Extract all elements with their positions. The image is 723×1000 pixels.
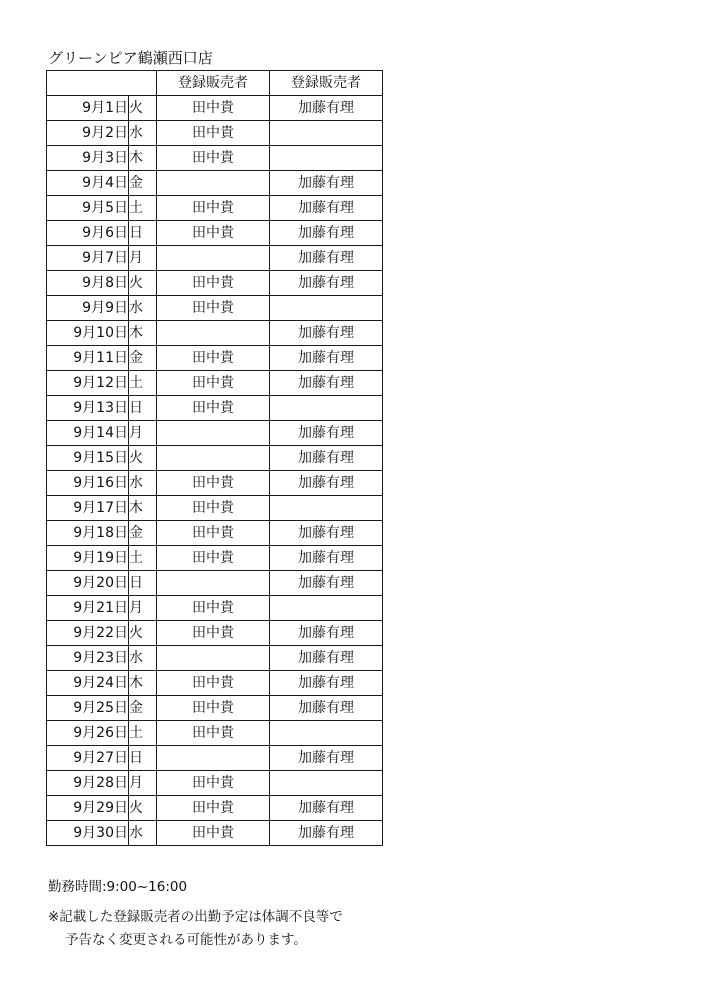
staff2-cell: 加藤有理 xyxy=(270,621,383,646)
date-cell: 9月8日 xyxy=(47,271,129,296)
weekday-cell: 日 xyxy=(129,221,157,246)
date-cell: 9月2日 xyxy=(47,121,129,146)
table-row xyxy=(47,296,383,321)
weekday-cell: 水 xyxy=(129,646,157,671)
staff1-cell: 田中貴 xyxy=(157,296,270,321)
weekday-cell: 日 xyxy=(129,571,157,596)
table-row xyxy=(47,371,383,396)
staff1-cell: 田中貴 xyxy=(157,621,270,646)
weekday-cell: 木 xyxy=(129,146,157,171)
staff2-cell xyxy=(270,771,383,796)
staff1-cell: 田中貴 xyxy=(157,196,270,221)
weekday-cell: 水 xyxy=(129,821,157,846)
header-staff1-cell: 登録販売者 xyxy=(157,71,270,96)
staff1-cell: 田中貴 xyxy=(157,596,270,621)
staff1-cell: 田中貴 xyxy=(157,271,270,296)
table-row xyxy=(47,646,383,671)
staff2-cell: 加藤有理 xyxy=(270,821,383,846)
staff1-cell: 田中貴 xyxy=(157,696,270,721)
staff2-cell: 加藤有理 xyxy=(270,571,383,596)
staff2-cell xyxy=(270,721,383,746)
staff1-cell: 田中貴 xyxy=(157,521,270,546)
staff1-cell: 田中貴 xyxy=(157,546,270,571)
staff2-cell: 加藤有理 xyxy=(270,746,383,771)
staff1-cell: 田中貴 xyxy=(157,371,270,396)
table-row xyxy=(47,621,383,646)
date-cell: 9月7日 xyxy=(47,246,129,271)
staff2-cell: 加藤有理 xyxy=(270,246,383,271)
weekday-cell: 土 xyxy=(129,196,157,221)
staff2-cell: 加藤有理 xyxy=(270,196,383,221)
staff1-cell xyxy=(157,646,270,671)
table-row xyxy=(47,346,383,371)
weekday-cell: 火 xyxy=(129,271,157,296)
table-row xyxy=(47,321,383,346)
weekday-cell: 土 xyxy=(129,371,157,396)
staff2-cell: 加藤有理 xyxy=(270,671,383,696)
table-row xyxy=(47,96,383,121)
staff1-cell xyxy=(157,171,270,196)
staff2-cell: 加藤有理 xyxy=(270,546,383,571)
date-cell: 9月17日 xyxy=(47,496,129,521)
staff1-cell xyxy=(157,321,270,346)
weekday-cell: 日 xyxy=(129,746,157,771)
date-cell: 9月28日 xyxy=(47,771,129,796)
date-cell: 9月25日 xyxy=(47,696,129,721)
weekday-cell: 月 xyxy=(129,596,157,621)
staff2-cell: 加藤有理 xyxy=(270,646,383,671)
weekday-cell: 火 xyxy=(129,96,157,121)
staff2-cell: 加藤有理 xyxy=(270,421,383,446)
weekday-cell: 金 xyxy=(129,171,157,196)
table-row xyxy=(47,221,383,246)
table-row xyxy=(47,721,383,746)
date-cell: 9月14日 xyxy=(47,421,129,446)
date-cell: 9月10日 xyxy=(47,321,129,346)
staff2-cell xyxy=(270,596,383,621)
staff1-cell xyxy=(157,421,270,446)
weekday-cell: 金 xyxy=(129,696,157,721)
weekday-cell: 火 xyxy=(129,621,157,646)
table-row xyxy=(47,671,383,696)
table-row xyxy=(47,596,383,621)
date-cell: 9月22日 xyxy=(47,621,129,646)
date-cell: 9月4日 xyxy=(47,171,129,196)
staff1-cell: 田中貴 xyxy=(157,471,270,496)
staff2-cell xyxy=(270,396,383,421)
weekday-cell: 月 xyxy=(129,771,157,796)
date-cell: 9月6日 xyxy=(47,221,129,246)
staff2-cell: 加藤有理 xyxy=(270,371,383,396)
staff2-cell: 加藤有理 xyxy=(270,346,383,371)
weekday-cell: 金 xyxy=(129,521,157,546)
staff2-cell: 加藤有理 xyxy=(270,271,383,296)
table-row xyxy=(47,121,383,146)
weekday-cell: 月 xyxy=(129,246,157,271)
table-row xyxy=(47,146,383,171)
weekday-cell: 水 xyxy=(129,471,157,496)
date-cell: 9月27日 xyxy=(47,746,129,771)
weekday-cell: 木 xyxy=(129,671,157,696)
date-cell: 9月11日 xyxy=(47,346,129,371)
staff2-cell: 加藤有理 xyxy=(270,471,383,496)
weekday-cell: 土 xyxy=(129,721,157,746)
table-row xyxy=(47,746,383,771)
table-row xyxy=(47,796,383,821)
staff1-cell: 田中貴 xyxy=(157,796,270,821)
staff2-cell xyxy=(270,146,383,171)
date-cell: 9月30日 xyxy=(47,821,129,846)
weekday-cell: 土 xyxy=(129,546,157,571)
table-row xyxy=(47,196,383,221)
staff1-cell: 田中貴 xyxy=(157,146,270,171)
staff1-cell xyxy=(157,246,270,271)
staff2-cell: 加藤有理 xyxy=(270,696,383,721)
table-row xyxy=(47,496,383,521)
table-row xyxy=(47,521,383,546)
weekday-cell: 日 xyxy=(129,396,157,421)
weekday-cell: 火 xyxy=(129,796,157,821)
staff2-cell: 加藤有理 xyxy=(270,171,383,196)
staff1-cell: 田中貴 xyxy=(157,121,270,146)
staff1-cell: 田中貴 xyxy=(157,671,270,696)
date-cell: 9月24日 xyxy=(47,671,129,696)
date-cell: 9月19日 xyxy=(47,546,129,571)
table-row xyxy=(47,471,383,496)
table-row xyxy=(47,396,383,421)
weekday-cell: 火 xyxy=(129,446,157,471)
staff1-cell: 田中貴 xyxy=(157,821,270,846)
staff1-cell: 田中貴 xyxy=(157,721,270,746)
date-cell: 9月13日 xyxy=(47,396,129,421)
staff2-cell: 加藤有理 xyxy=(270,521,383,546)
staff2-cell: 加藤有理 xyxy=(270,96,383,121)
weekday-cell: 木 xyxy=(129,321,157,346)
table-row xyxy=(47,821,383,846)
date-cell: 9月12日 xyxy=(47,371,129,396)
staff2-cell: 加藤有理 xyxy=(270,321,383,346)
note-line-2: 予告なく変更される可能性があります。 xyxy=(65,932,307,948)
work-hours: 勤務時間:9:00~16:00 xyxy=(48,879,188,895)
staff1-cell: 田中貴 xyxy=(157,771,270,796)
date-cell: 9月26日 xyxy=(47,721,129,746)
weekday-cell: 木 xyxy=(129,496,157,521)
staff2-cell xyxy=(270,296,383,321)
weekday-cell: 水 xyxy=(129,296,157,321)
date-cell: 9月29日 xyxy=(47,796,129,821)
date-cell: 9月18日 xyxy=(47,521,129,546)
staff1-cell: 田中貴 xyxy=(157,346,270,371)
weekday-cell: 月 xyxy=(129,421,157,446)
date-cell: 9月3日 xyxy=(47,146,129,171)
staff2-cell: 加藤有理 xyxy=(270,796,383,821)
header-date-cell xyxy=(47,71,157,96)
weekday-cell: 水 xyxy=(129,121,157,146)
staff2-cell: 加藤有理 xyxy=(270,221,383,246)
table-header-row xyxy=(47,71,383,96)
note-line-1: ※記載した登録販売者の出勤予定は体調不良等で xyxy=(48,909,343,925)
table-row xyxy=(47,771,383,796)
table-row xyxy=(47,171,383,196)
staff2-cell xyxy=(270,121,383,146)
table-row xyxy=(47,696,383,721)
staff1-cell: 田中貴 xyxy=(157,96,270,121)
staff1-cell xyxy=(157,446,270,471)
date-cell: 9月1日 xyxy=(47,96,129,121)
staff1-cell: 田中貴 xyxy=(157,396,270,421)
staff1-cell: 田中貴 xyxy=(157,221,270,246)
staff2-cell: 加藤有理 xyxy=(270,446,383,471)
staff1-cell xyxy=(157,746,270,771)
date-cell: 9月23日 xyxy=(47,646,129,671)
table-row xyxy=(47,421,383,446)
schedule-table xyxy=(46,70,383,846)
table-row xyxy=(47,246,383,271)
table-row xyxy=(47,446,383,471)
table-row xyxy=(47,571,383,596)
date-cell: 9月5日 xyxy=(47,196,129,221)
date-cell: 9月16日 xyxy=(47,471,129,496)
date-cell: 9月21日 xyxy=(47,596,129,621)
store-title: グリーンピア鶴瀬西口店 xyxy=(48,49,213,67)
staff2-cell xyxy=(270,496,383,521)
staff1-cell: 田中貴 xyxy=(157,496,270,521)
date-cell: 9月20日 xyxy=(47,571,129,596)
schedule-body xyxy=(47,96,383,846)
date-cell: 9月15日 xyxy=(47,446,129,471)
staff1-cell xyxy=(157,571,270,596)
weekday-cell: 金 xyxy=(129,346,157,371)
header-staff2-cell: 登録販売者 xyxy=(270,71,383,96)
table-row xyxy=(47,546,383,571)
date-cell: 9月9日 xyxy=(47,296,129,321)
table-row xyxy=(47,271,383,296)
